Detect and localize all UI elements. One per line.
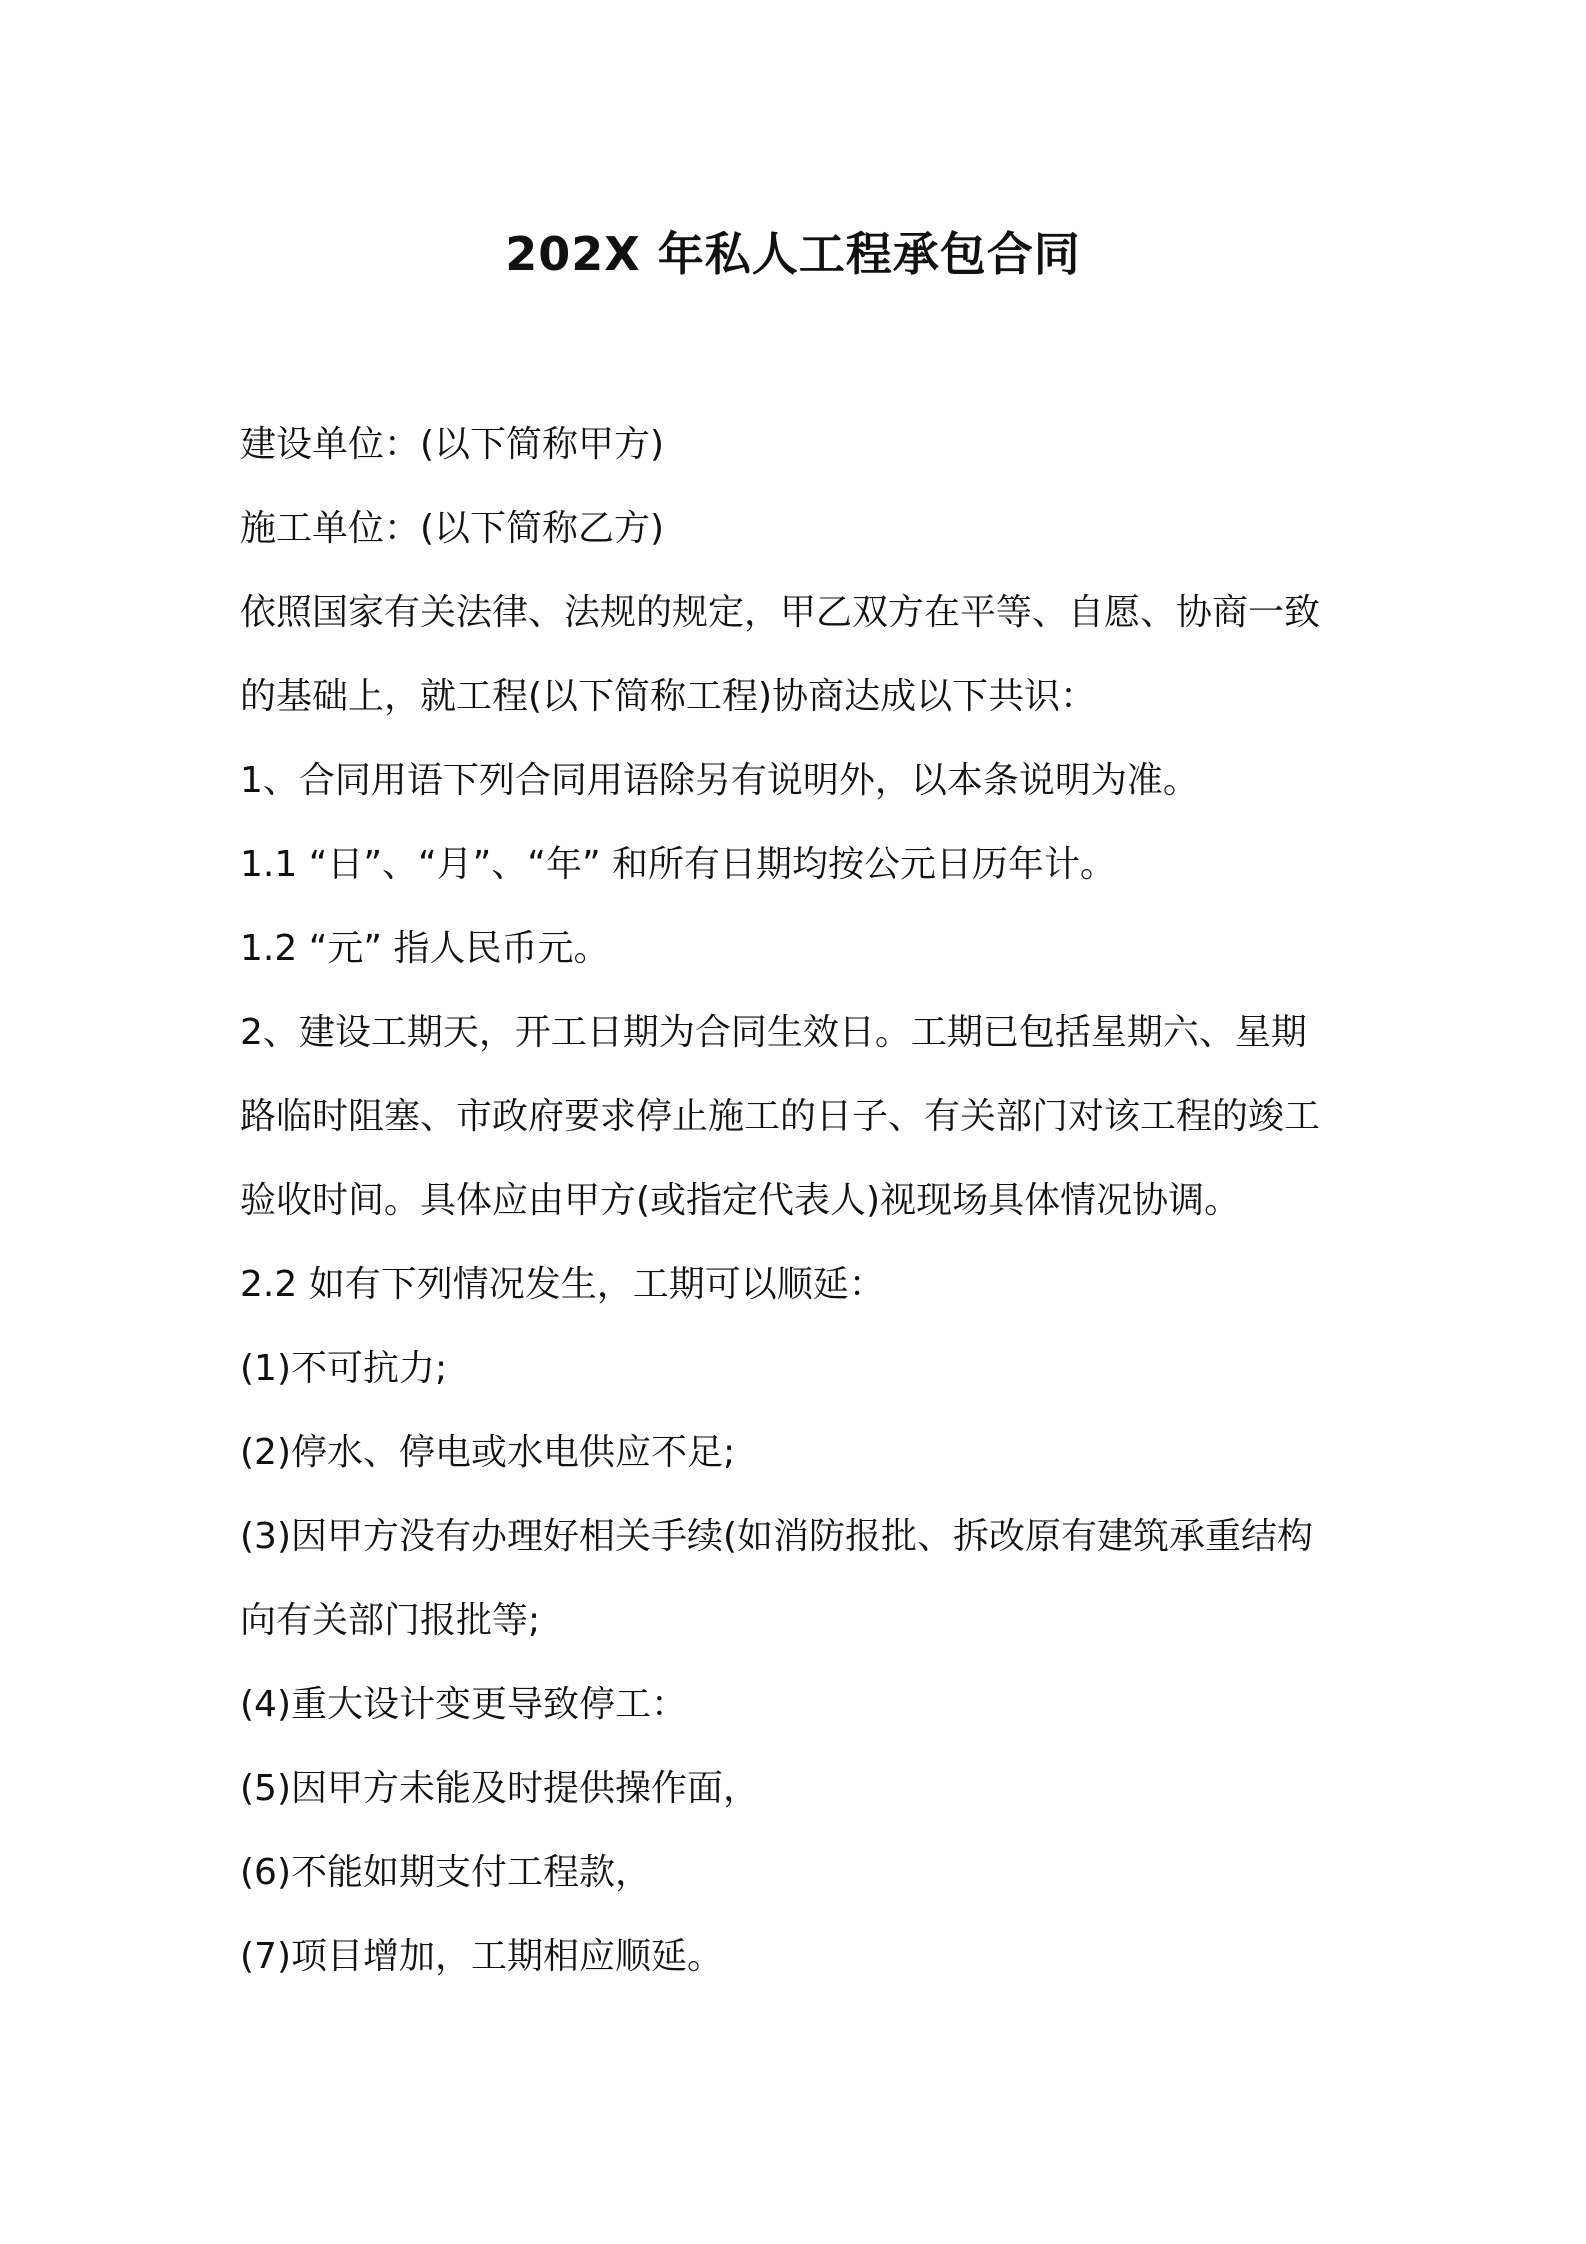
list-item-7: (7)项目增加，工期相应顺延。 bbox=[240, 1936, 723, 1977]
clause-1-2: 1.2 “元” 指人民币元。 bbox=[240, 928, 610, 969]
list-item-6: (6)不能如期支付工程款， bbox=[240, 1852, 651, 1893]
list-item-1: (1)不可抗力; bbox=[240, 1348, 448, 1389]
party-b-line: 施工单位：(以下简称乙方) bbox=[240, 508, 665, 549]
list-item-5: (5)因甲方未能及时提供操作面， bbox=[240, 1768, 759, 1809]
clause-2-line-1: 2、建设工期天，开工日期为合同生效日。工期已包括星期六、星期 bbox=[240, 1012, 1307, 1053]
list-item-4: (4)重大设计变更导致停工： bbox=[240, 1684, 687, 1725]
party-a-line: 建设单位：(以下简称甲方) bbox=[240, 424, 665, 465]
preamble-line-1: 依照国家有关法律、法规的规定，甲乙双方在平等、自愿、协商一致 bbox=[240, 592, 1321, 633]
clause-2-line-3: 验收时间。具体应由甲方(或指定代表人)视现场具体情况协调。 bbox=[240, 1180, 1241, 1221]
list-item-2: (2)停水、停电或水电供应不足; bbox=[240, 1432, 736, 1473]
document-title: 202X 年私人工程承包合同 bbox=[505, 227, 1081, 281]
preamble-line-2: 的基础上，就工程(以下简称工程)协商达成以下共识： bbox=[240, 676, 1097, 717]
clause-2-line-2: 路临时阻塞、市政府要求停止施工的日子、有关部门对该工程的竣工 bbox=[240, 1096, 1321, 1137]
clause-1-1: 1.1 “日”、“月”、“年” 和所有日期均按公元日历年计。 bbox=[240, 844, 1117, 885]
list-item-3-line-2: 向有关部门报批等; bbox=[240, 1600, 541, 1641]
clause-2-2: 2.2 如有下列情况发生，工期可以顺延： bbox=[240, 1264, 885, 1305]
document-body bbox=[240, 403, 1360, 1999]
clause-1: 1、合同用语下列合同用语除另有说明外，以本条说明为准。 bbox=[240, 760, 1199, 801]
list-item-3-line-1: (3)因甲方没有办理好相关手续(如消防报批、拆改原有建筑承重结构 bbox=[240, 1516, 1314, 1557]
